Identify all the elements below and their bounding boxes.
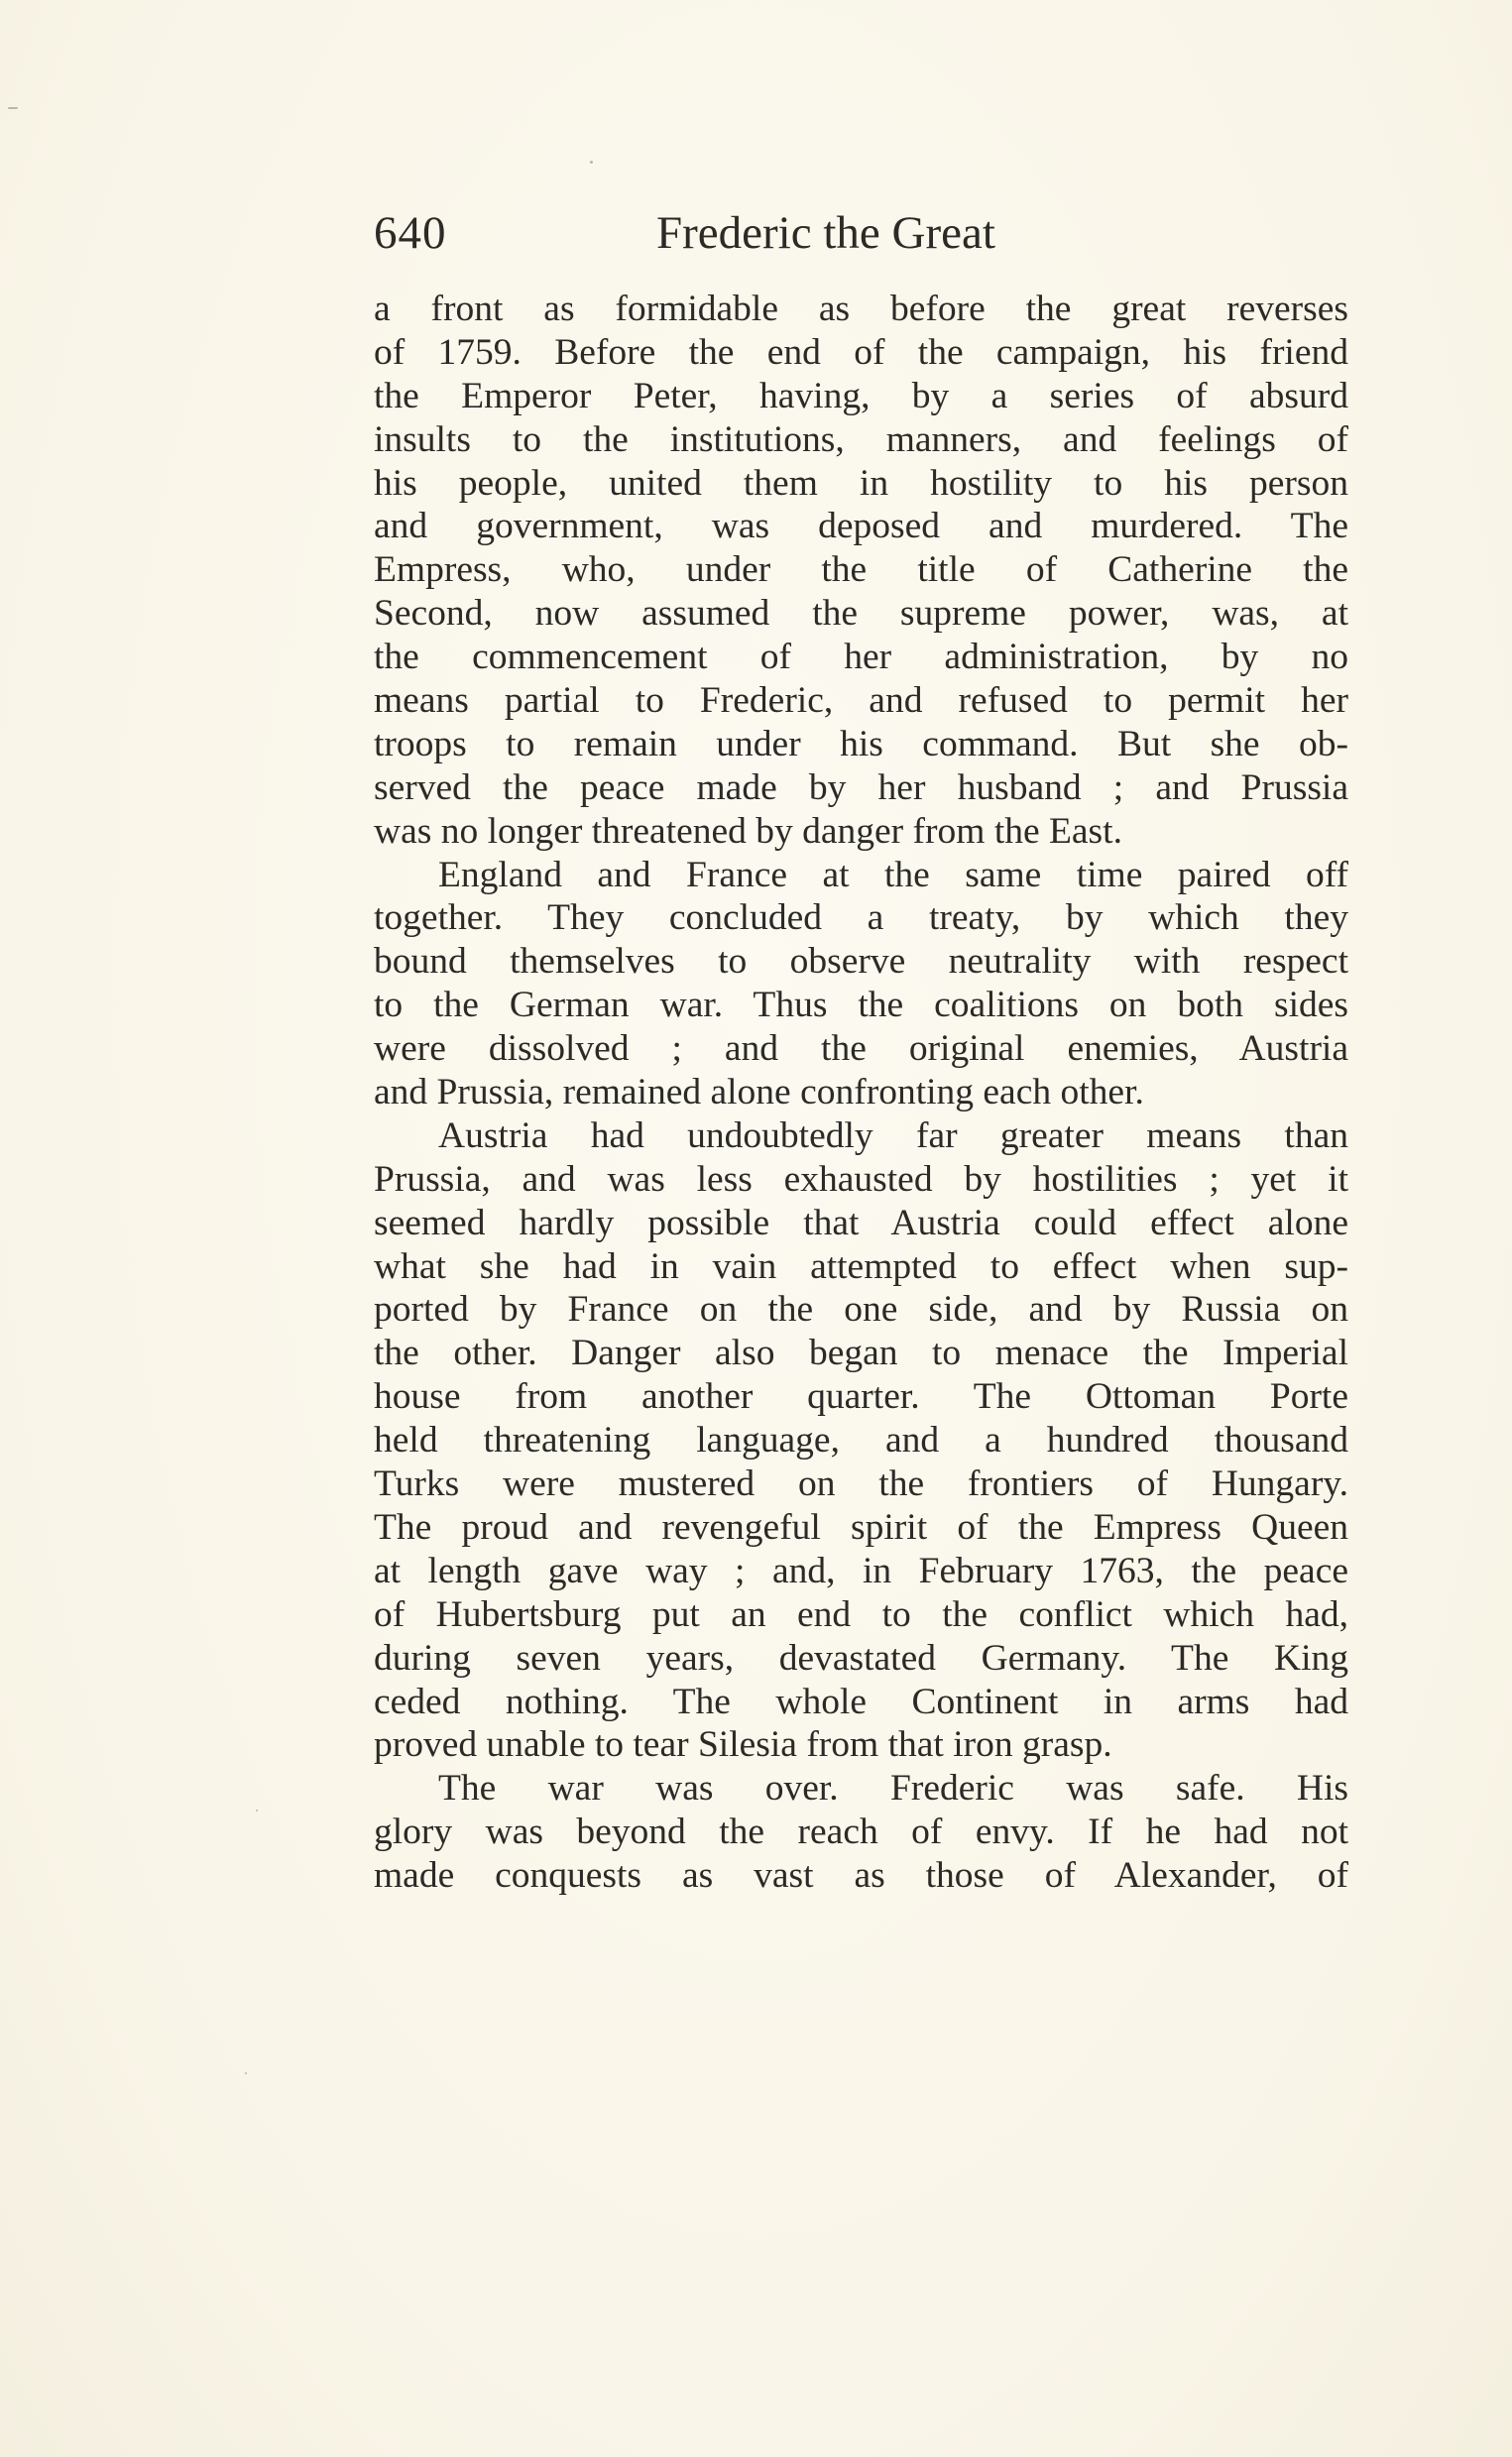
- text-line: ceded nothing. The whole Continent in arms had: [374, 1681, 1348, 1722]
- paper-speck: [256, 1810, 258, 1812]
- text-line: insults to the institutions, manners, and feelings of: [374, 418, 1348, 460]
- text-line: made conquests as vast as those of Alexander, of: [374, 1855, 1348, 1897]
- text-line: to the German war. Thus the coalitions on both sides: [374, 985, 1348, 1026]
- text-line: house from another quarter. The Ottoman Porte: [374, 1376, 1348, 1418]
- text-line: held threatening language, and a hundred thousand: [374, 1420, 1348, 1462]
- text-line: and Prussia, remained alone confronting each other.: [374, 1072, 1144, 1113]
- text-line: troops to remain under his command. But she ob-: [374, 723, 1348, 764]
- text-line: seemed hardly possible that Austria could effect alone: [374, 1202, 1348, 1243]
- text-line: ported by France on the one side, and by Russia on: [374, 1289, 1348, 1331]
- text-line: The war was over. Frederic was safe. His: [438, 1768, 1348, 1810]
- paper-speck: [8, 107, 18, 109]
- paper-speck: [245, 2072, 247, 2074]
- text-line: of 1759. Before the end of the campaign, his friend: [374, 331, 1348, 373]
- text-line: what she had in vain attempted to effect when sup-: [374, 1245, 1348, 1287]
- text-line: served the peace made by her husband ; and Prussia: [374, 766, 1348, 808]
- text-line: The proud and revengeful spirit of the Empress Queen: [374, 1506, 1348, 1548]
- text-line: the Emperor Peter, having, by a series of absurd: [374, 375, 1348, 416]
- body-text: [374, 288, 1348, 1898]
- text-line: and government, was deposed and murdered. The: [374, 506, 1348, 547]
- text-line: glory was beyond the reach of envy. If he had not: [374, 1812, 1348, 1853]
- text-line: Turks were mustered on the frontiers of Hungary.: [374, 1463, 1348, 1505]
- text-line: the other. Danger also began to menace the Imperial: [374, 1333, 1348, 1374]
- text-line: was no longer threatened by danger from the East.: [374, 810, 1122, 852]
- paper-speck: [590, 161, 593, 164]
- text-line: of Hubertsburg put an end to the conflict which had,: [374, 1593, 1348, 1635]
- text-line: Austria had undoubtedly far greater means than: [438, 1114, 1348, 1156]
- text-line: Empress, who, under the title of Catherine the: [374, 549, 1348, 591]
- text-line: the commencement of her administration, by no: [374, 637, 1348, 678]
- running-title: Frederic the Great: [656, 207, 995, 259]
- text-line: at length gave way ; and, in February 1763, the peace: [374, 1550, 1348, 1591]
- page-header: [374, 203, 1068, 263]
- text-line: Prussia, and was less exhausted by hostilities ; yet it: [374, 1158, 1348, 1200]
- text-line: during seven years, devastated Germany. The King: [374, 1637, 1348, 1679]
- text-line: bound themselves to observe neutrality with respect: [374, 941, 1348, 983]
- text-line: together. They concluded a treaty, by which they: [374, 897, 1348, 939]
- text-line: Second, now assumed the supreme power, was, at: [374, 593, 1348, 635]
- text-line: a front as formidable as before the great reverses: [374, 289, 1348, 329]
- text-line: proved unable to tear Silesia from that iron grasp.: [374, 1724, 1112, 1766]
- text-line: his people, united them in hostility to his person: [374, 462, 1348, 504]
- text-line: means partial to Frederic, and refused to permit her: [374, 680, 1348, 722]
- text-line: were dissolved ; and the original enemies, Austria: [374, 1028, 1348, 1070]
- text-line: England and France at the same time paired off: [438, 854, 1348, 895]
- page-number: 640: [374, 207, 447, 259]
